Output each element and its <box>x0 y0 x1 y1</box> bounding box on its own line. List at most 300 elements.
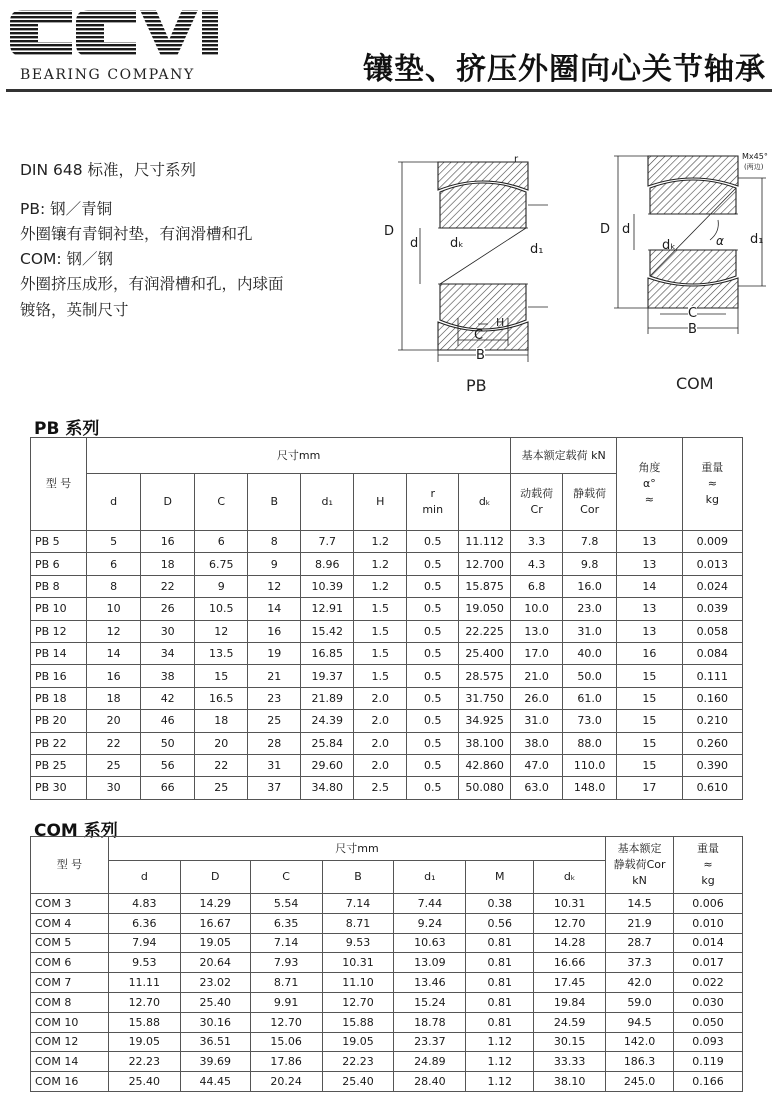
com-header-load-line-2: 静载荷Cor <box>613 858 666 872</box>
pb-value-cell: 23.0 <box>563 598 617 620</box>
pb-value-cell: 10 <box>87 598 141 620</box>
com-model-cell: COM 16 <box>31 1072 109 1092</box>
pb-value-cell: 0.210 <box>682 710 742 732</box>
pb-value-cell: 0.260 <box>682 732 742 754</box>
pb-value-cell: 31.750 <box>459 687 511 709</box>
pb-value-cell: 0.009 <box>682 531 742 553</box>
pb-header-C: C <box>195 474 248 531</box>
pb-label-D: D <box>384 224 395 239</box>
pb-header-weight-approx: ≈ <box>707 477 717 491</box>
com-value-cell: 0.81 <box>466 973 534 993</box>
com-value-cell: 33.33 <box>534 1052 606 1072</box>
pb-value-cell: 15 <box>617 687 682 709</box>
pb-table-row <box>31 754 743 776</box>
pb-header-B: B <box>248 474 301 531</box>
pb-value-cell: 23 <box>248 687 301 709</box>
com-value-cell: 16.67 <box>180 913 250 933</box>
com-table-row <box>31 933 743 953</box>
pb-value-cell: 110.0 <box>563 754 617 776</box>
pb-value-cell: 26.0 <box>511 687 563 709</box>
pb-table-body <box>31 531 743 800</box>
com-value-cell: 19.84 <box>534 992 606 1012</box>
pb-model-cell: PB 20 <box>31 710 87 732</box>
pb-value-cell: 4.3 <box>511 553 563 575</box>
com-value-cell: 0.022 <box>674 973 743 993</box>
com-header-dk: dₖ <box>534 861 606 894</box>
pb-value-cell: 56 <box>141 754 195 776</box>
pb-value-cell: 18 <box>87 687 141 709</box>
pb-model-cell: PB 25 <box>31 754 87 776</box>
com-value-cell: 39.69 <box>180 1052 250 1072</box>
com-value-cell: 186.3 <box>606 1052 674 1072</box>
pb-value-cell: 1.2 <box>354 575 407 597</box>
pb-model-cell: PB 14 <box>31 642 87 664</box>
com-value-cell: 8.71 <box>250 973 322 993</box>
pb-value-cell: 16 <box>141 531 195 553</box>
com-value-cell: 13.09 <box>394 953 466 973</box>
com-value-cell: 15.06 <box>250 1032 322 1052</box>
com-header-load-line-1: 基本额定 <box>617 842 662 856</box>
com-value-cell: 36.51 <box>180 1032 250 1052</box>
com-model-cell: COM 7 <box>31 973 109 993</box>
pb-value-cell: 11.112 <box>459 531 511 553</box>
pb-value-cell: 28.575 <box>459 665 511 687</box>
pb-header-weight-unit: kg <box>705 492 719 506</box>
pb-value-cell: 25.84 <box>301 732 354 754</box>
company-logo <box>6 4 226 88</box>
com-value-cell: 44.45 <box>180 1072 250 1092</box>
pb-table-row <box>31 777 743 799</box>
com-value-cell: 0.38 <box>466 894 534 914</box>
pb-value-cell: 0.5 <box>407 665 459 687</box>
pb-value-cell: 20 <box>195 732 248 754</box>
com-series-table <box>30 836 743 1092</box>
pb-value-cell: 12 <box>87 620 141 642</box>
pb-value-cell: 88.0 <box>563 732 617 754</box>
com-value-cell: 6.35 <box>250 913 322 933</box>
com-header-load-unit: kN <box>632 873 647 887</box>
pb-value-cell: 148.0 <box>563 777 617 799</box>
com-value-cell: 0.010 <box>674 913 743 933</box>
pb-value-cell: 12 <box>248 575 301 597</box>
com-value-cell: 12.70 <box>322 992 394 1012</box>
com-value-cell: 12.70 <box>534 913 606 933</box>
com-value-cell: 25.40 <box>322 1072 394 1092</box>
com-value-cell: 24.59 <box>534 1012 606 1032</box>
com-label-alpha: α <box>716 234 724 248</box>
brand-subtitle: BEARING COMPANY <box>20 67 195 83</box>
pb-value-cell: 15 <box>617 754 682 776</box>
com-header-B: B <box>322 861 394 894</box>
pb-value-cell: 73.0 <box>563 710 617 732</box>
com-header-D-outer: D <box>180 861 250 894</box>
pb-diagram <box>378 150 548 365</box>
pb-table-row <box>31 598 743 620</box>
pb-table-row <box>31 575 743 597</box>
pb-label-H: H <box>496 316 505 329</box>
com-model-cell: COM 12 <box>31 1032 109 1052</box>
pb-header-angle-symbol: α° <box>643 477 656 491</box>
pb-value-cell: 0.058 <box>682 620 742 642</box>
pb-value-cell: 19.37 <box>301 665 354 687</box>
com-value-cell: 10.63 <box>394 933 466 953</box>
pb-value-cell: 1.5 <box>354 665 407 687</box>
pb-value-cell: 31 <box>248 754 301 776</box>
pb-value-cell: 10.0 <box>511 598 563 620</box>
com-model-cell: COM 14 <box>31 1052 109 1072</box>
com-model-cell: COM 3 <box>31 894 109 914</box>
pb-value-cell: 31.0 <box>563 620 617 642</box>
pb-value-cell: 17.0 <box>511 642 563 664</box>
com-value-cell: 22.23 <box>108 1052 180 1072</box>
com-value-cell: 15.88 <box>108 1012 180 1032</box>
com-value-cell: 1.12 <box>466 1032 534 1052</box>
pb-value-cell: 24.39 <box>301 710 354 732</box>
pb-value-cell: 1.2 <box>354 553 407 575</box>
pb-value-cell: 7.8 <box>563 531 617 553</box>
pb-value-cell: 6.8 <box>511 575 563 597</box>
pb-header-H: H <box>354 474 407 531</box>
com-value-cell: 14.5 <box>606 894 674 914</box>
com-value-cell: 24.89 <box>394 1052 466 1072</box>
page-title: 镶垫、挤压外圈向心关节轴承 <box>363 52 766 87</box>
com-value-cell: 30.16 <box>180 1012 250 1032</box>
com-table-row <box>31 913 743 933</box>
com-model-cell: COM 6 <box>31 953 109 973</box>
pb-value-cell: 30 <box>141 620 195 642</box>
com-value-cell: 9.53 <box>108 953 180 973</box>
pb-header-load: 基本额定载荷 kN <box>511 438 617 474</box>
pb-value-cell: 42.860 <box>459 754 511 776</box>
com-label-C: C <box>688 306 698 321</box>
com-header-weight-label: 重量 <box>697 842 719 856</box>
pb-value-cell: 16.85 <box>301 642 354 664</box>
com-value-cell: 10.31 <box>534 894 606 914</box>
com-value-cell: 7.44 <box>394 894 466 914</box>
pb-model-cell: PB 6 <box>31 553 87 575</box>
com-value-cell: 9.91 <box>250 992 322 1012</box>
pb-value-cell: 14 <box>617 575 682 597</box>
com-value-cell: 19.05 <box>180 933 250 953</box>
com-table-row <box>31 1072 743 1092</box>
pb-value-cell: 66 <box>141 777 195 799</box>
com-diagram <box>600 150 772 342</box>
pb-value-cell: 0.160 <box>682 687 742 709</box>
pb-value-cell: 0.5 <box>407 620 459 642</box>
com-value-cell: 19.05 <box>322 1032 394 1052</box>
pb-value-cell: 18 <box>195 710 248 732</box>
com-model-cell: COM 5 <box>31 933 109 953</box>
pb-model-cell: PB 5 <box>31 531 87 553</box>
pb-table-row <box>31 642 743 664</box>
pb-value-cell: 12.700 <box>459 553 511 575</box>
com-value-cell: 6.36 <box>108 913 180 933</box>
pb-description-line: 外圈镶有青铜衬垫，有润滑槽和孔 <box>20 225 253 244</box>
pb-header-d1: d₁ <box>301 474 354 531</box>
com-label-B: B <box>688 322 697 337</box>
pb-value-cell: 25 <box>248 710 301 732</box>
pb-model-cell: PB 18 <box>31 687 87 709</box>
pb-value-cell: 19 <box>248 642 301 664</box>
com-value-cell: 20.24 <box>250 1072 322 1092</box>
pb-value-cell: 6.75 <box>195 553 248 575</box>
com-value-cell: 0.81 <box>466 953 534 973</box>
pb-value-cell: 8 <box>87 575 141 597</box>
pb-value-cell: 2.0 <box>354 732 407 754</box>
pb-value-cell: 15 <box>617 732 682 754</box>
pb-series-table <box>30 437 743 800</box>
pb-label-d: d <box>410 236 419 251</box>
pb-value-cell: 0.5 <box>407 710 459 732</box>
pb-value-cell: 22 <box>87 732 141 754</box>
com-header-M: M <box>466 861 534 894</box>
com-value-cell: 7.93 <box>250 953 322 973</box>
com-value-cell: 17.86 <box>250 1052 322 1072</box>
com-table-row <box>31 1032 743 1052</box>
com-value-cell: 0.56 <box>466 913 534 933</box>
com-table-row <box>31 992 743 1012</box>
pb-model-cell: PB 16 <box>31 665 87 687</box>
pb-value-cell: 26 <box>141 598 195 620</box>
com-table-row <box>31 894 743 914</box>
com-value-cell: 0.81 <box>466 992 534 1012</box>
com-value-cell: 28.7 <box>606 933 674 953</box>
pb-bearing-drawing <box>378 150 548 365</box>
pb-value-cell: 13.5 <box>195 642 248 664</box>
pb-value-cell: 61.0 <box>563 687 617 709</box>
pb-header-weight <box>682 438 742 531</box>
pb-value-cell: 0.5 <box>407 598 459 620</box>
pb-label-r: r <box>514 154 519 165</box>
pb-value-cell: 0.013 <box>682 553 742 575</box>
pb-value-cell: 29.60 <box>301 754 354 776</box>
com-value-cell: 19.05 <box>108 1032 180 1052</box>
pb-value-cell: 18 <box>141 553 195 575</box>
com-value-cell: 23.37 <box>394 1032 466 1052</box>
com-value-cell: 0.017 <box>674 953 743 973</box>
pb-value-cell: 9.8 <box>563 553 617 575</box>
com-label-chamfer-sub: (两边) <box>744 163 764 171</box>
com-value-cell: 14.28 <box>534 933 606 953</box>
pb-value-cell: 28 <box>248 732 301 754</box>
com-table-row <box>31 1052 743 1072</box>
com-header-weight <box>674 837 743 894</box>
pb-value-cell: 6 <box>195 531 248 553</box>
com-value-cell: 23.02 <box>180 973 250 993</box>
pb-value-cell: 40.0 <box>563 642 617 664</box>
com-description-line-2: 镀铬，英制尺寸 <box>20 300 129 319</box>
pb-table-row <box>31 531 743 553</box>
com-value-cell: 7.14 <box>250 933 322 953</box>
com-value-cell: 59.0 <box>606 992 674 1012</box>
com-value-cell: 37.3 <box>606 953 674 973</box>
pb-header-r <box>407 474 459 531</box>
com-value-cell: 245.0 <box>606 1072 674 1092</box>
pb-value-cell: 34 <box>141 642 195 664</box>
pb-model-cell: PB 10 <box>31 598 87 620</box>
com-value-cell: 11.10 <box>322 973 394 993</box>
pb-value-cell: 25 <box>195 777 248 799</box>
pb-value-cell: 50.080 <box>459 777 511 799</box>
com-value-cell: 5.54 <box>250 894 322 914</box>
pb-series-title: PB 系列 <box>34 419 100 439</box>
com-value-cell: 25.40 <box>108 1072 180 1092</box>
pb-value-cell: 8 <box>248 531 301 553</box>
com-value-cell: 7.14 <box>322 894 394 914</box>
com-description-line-1: 外圈挤压成形，有润滑槽和孔，内球面 <box>20 275 284 294</box>
com-value-cell: 0.81 <box>466 933 534 953</box>
com-diagram-caption: COM <box>676 374 714 393</box>
com-value-cell: 142.0 <box>606 1032 674 1052</box>
com-value-cell: 7.94 <box>108 933 180 953</box>
pb-label-dk: dₖ <box>450 236 464 251</box>
com-model-cell: COM 8 <box>31 992 109 1012</box>
com-header-weight-unit: kg <box>701 873 715 887</box>
com-value-cell: 42.0 <box>606 973 674 993</box>
pb-table-row <box>31 687 743 709</box>
pb-value-cell: 20 <box>87 710 141 732</box>
pb-value-cell: 16 <box>87 665 141 687</box>
pb-table-row <box>31 553 743 575</box>
pb-value-cell: 0.610 <box>682 777 742 799</box>
pb-value-cell: 46 <box>141 710 195 732</box>
com-header-dimensions: 尺寸mm <box>108 837 605 861</box>
com-value-cell: 21.9 <box>606 913 674 933</box>
com-table-body <box>31 894 743 1092</box>
pb-value-cell: 13 <box>617 620 682 642</box>
ccvi-logo-graphic <box>6 4 226 64</box>
pb-value-cell: 8.96 <box>301 553 354 575</box>
pb-value-cell: 0.5 <box>407 642 459 664</box>
pb-value-cell: 2.0 <box>354 710 407 732</box>
com-value-cell: 94.5 <box>606 1012 674 1032</box>
com-value-cell: 0.030 <box>674 992 743 1012</box>
pb-value-cell: 25.400 <box>459 642 511 664</box>
pb-value-cell: 9 <box>248 553 301 575</box>
pb-value-cell: 13.0 <box>511 620 563 642</box>
pb-header-dk: dₖ <box>459 474 511 531</box>
pb-value-cell: 7.7 <box>301 531 354 553</box>
pb-value-cell: 0.084 <box>682 642 742 664</box>
pb-header-dynamic-symbol: Cr <box>530 503 543 516</box>
pb-value-cell: 21.0 <box>511 665 563 687</box>
com-value-cell: 14.29 <box>180 894 250 914</box>
pb-value-cell: 0.5 <box>407 687 459 709</box>
com-value-cell: 13.46 <box>394 973 466 993</box>
pb-header-D-outer: D <box>141 474 195 531</box>
header-divider <box>6 89 772 92</box>
pb-value-cell: 15 <box>617 665 682 687</box>
pb-value-cell: 50.0 <box>563 665 617 687</box>
pb-value-cell: 14 <box>87 642 141 664</box>
pb-value-cell: 38 <box>141 665 195 687</box>
com-model-cell: COM 4 <box>31 913 109 933</box>
standard-line: DIN 648 标准，尺寸系列 <box>20 161 197 179</box>
pb-table-row <box>31 620 743 642</box>
pb-value-cell: 1.5 <box>354 620 407 642</box>
pb-value-cell: 9 <box>195 575 248 597</box>
pb-value-cell: 1.5 <box>354 598 407 620</box>
pb-value-cell: 34.80 <box>301 777 354 799</box>
pb-value-cell: 17 <box>617 777 682 799</box>
pb-value-cell: 16.5 <box>195 687 248 709</box>
pb-value-cell: 15 <box>617 710 682 732</box>
pb-label-C: C <box>474 328 484 343</box>
pb-header-static <box>563 474 617 531</box>
pb-table-row <box>31 710 743 732</box>
com-header-weight-approx: ≈ <box>703 858 713 872</box>
com-table-row <box>31 973 743 993</box>
com-header-load <box>606 837 674 894</box>
pb-value-cell: 22 <box>195 754 248 776</box>
pb-value-cell: 37 <box>248 777 301 799</box>
pb-value-cell: 0.5 <box>407 531 459 553</box>
pb-value-cell: 21.89 <box>301 687 354 709</box>
com-value-cell: 0.119 <box>674 1052 743 1072</box>
com-value-cell: 38.10 <box>534 1072 606 1092</box>
pb-header-angle <box>617 438 682 531</box>
pb-value-cell: 13 <box>617 598 682 620</box>
pb-value-cell: 5 <box>87 531 141 553</box>
com-value-cell: 17.45 <box>534 973 606 993</box>
pb-value-cell: 0.5 <box>407 754 459 776</box>
pb-value-cell: 15.875 <box>459 575 511 597</box>
com-value-cell: 22.23 <box>322 1052 394 1072</box>
pb-value-cell: 47.0 <box>511 754 563 776</box>
com-value-cell: 28.40 <box>394 1072 466 1092</box>
pb-value-cell: 13 <box>617 531 682 553</box>
pb-value-cell: 3.3 <box>511 531 563 553</box>
pb-value-cell: 0.5 <box>407 575 459 597</box>
com-bearing-drawing <box>600 150 772 342</box>
pb-value-cell: 22 <box>141 575 195 597</box>
pb-value-cell: 38.0 <box>511 732 563 754</box>
pb-value-cell: 16.0 <box>563 575 617 597</box>
com-value-cell: 0.166 <box>674 1072 743 1092</box>
pb-value-cell: 14 <box>248 598 301 620</box>
com-table-row <box>31 953 743 973</box>
pb-value-cell: 6 <box>87 553 141 575</box>
pb-value-cell: 2.0 <box>354 754 407 776</box>
com-value-cell: 1.12 <box>466 1072 534 1092</box>
pb-value-cell: 34.925 <box>459 710 511 732</box>
pb-header-angle-label: 角度 <box>638 461 661 475</box>
pb-value-cell: 0.111 <box>682 665 742 687</box>
pb-value-cell: 0.390 <box>682 754 742 776</box>
com-value-cell: 20.64 <box>180 953 250 973</box>
com-value-cell: 9.53 <box>322 933 394 953</box>
com-value-cell: 4.83 <box>108 894 180 914</box>
pb-value-cell: 16 <box>248 620 301 642</box>
pb-header-dynamic <box>511 474 563 531</box>
com-header-model: 型 号 <box>31 837 109 894</box>
pb-header-static-symbol: Cor <box>580 503 600 516</box>
com-header-d1: d₁ <box>394 861 466 894</box>
pb-header-r-min: min <box>422 503 444 516</box>
pb-header-model: 型 号 <box>31 438 87 531</box>
pb-value-cell: 22.225 <box>459 620 511 642</box>
com-value-cell: 0.050 <box>674 1012 743 1032</box>
pb-header-dynamic-label: 动载荷 <box>520 487 554 501</box>
pb-table-row <box>31 732 743 754</box>
com-value-cell: 15.88 <box>322 1012 394 1032</box>
pb-header-angle-approx: ≈ <box>644 492 655 506</box>
com-value-cell: 1.12 <box>466 1052 534 1072</box>
pb-value-cell: 15.42 <box>301 620 354 642</box>
pb-model-cell: PB 12 <box>31 620 87 642</box>
com-value-cell: 10.31 <box>322 953 394 973</box>
pb-value-cell: 10.5 <box>195 598 248 620</box>
